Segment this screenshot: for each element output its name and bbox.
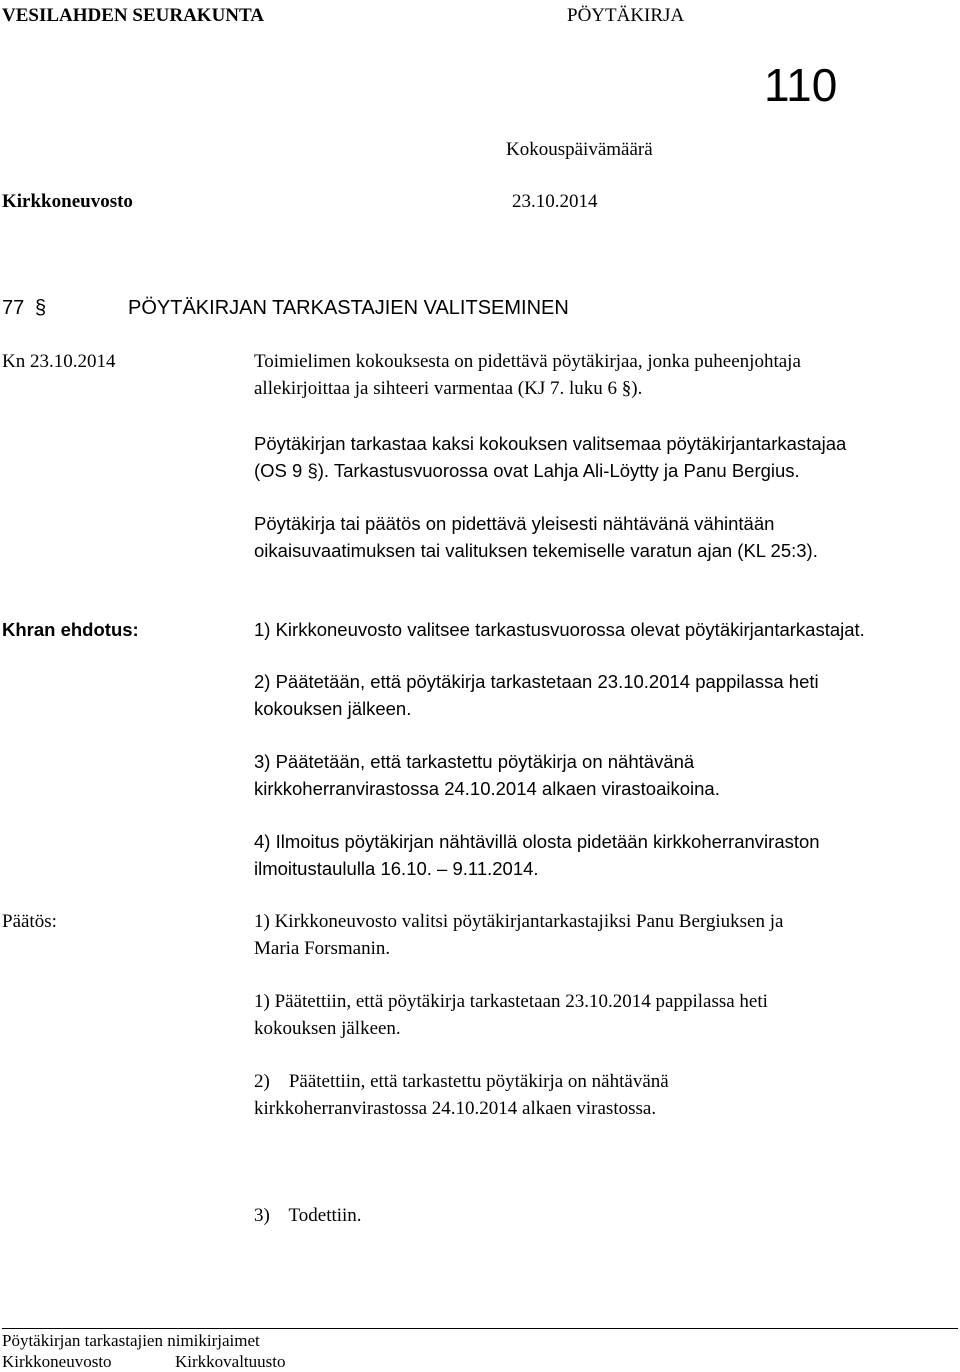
section-title: PÖYTÄKIRJAN TARKASTAJIEN VALITSEMINEN [128, 297, 569, 319]
decision-item-4 [254, 1148, 362, 1256]
decision-item-3-line-1: 2) Päätettiin, että tarkastettu pöytäkirja on nähtävänä [254, 1071, 669, 1092]
decision-item-3-line-2: kirkkoherranvirastossa 24.10.2014 alkaen virastossa. [254, 1098, 657, 1119]
decision-item-1-line-1: 1) Kirkkoneuvosto valitsi pöytäkirjantarkastajiksi Panu Bergiuksen ja [254, 911, 784, 932]
proposal-item-2-line-1: 2) Päätetään, että pöytäkirja tarkastetaan 23.10.2014 pappilassa heti [254, 671, 819, 692]
decision-item-3 [254, 1068, 669, 1122]
footer-divider [2, 1328, 958, 1329]
decision-item-2 [254, 988, 768, 1042]
section-paragraph-1-line-1: Toimielimen kokouksesta on pidettävä pöytäkirjaa, jonka puheenjohtaja [254, 351, 801, 372]
section-paragraph-2 [254, 430, 846, 484]
proposal-item-4-line-1: 4) Ilmoitus pöytäkirjan nähtävillä olosta pidetään kirkkoherranviraston [254, 831, 820, 852]
proposal-item-1-line-1: 1) Kirkkoneuvosto valitsee tarkastusvuorossa olevat pöytäkirjantarkastajat. [254, 619, 865, 640]
section-paragraph-3-line-2: oikaisuvaatimuksen tai valituksen tekemiselle varatun ajan (KL 25:3). [254, 540, 818, 561]
proposal-item-3-line-2: kirkkoherranvirastossa 24.10.2014 alkaen virastoaikoina. [254, 778, 720, 799]
decision-item-4-line-1: 3) Todettiin. [254, 1205, 362, 1226]
decision-item-1-line-2: Maria Forsmanin. [254, 938, 391, 959]
decision-label: Päätös: [2, 911, 57, 932]
signature-column-council: Kirkkoneuvosto [2, 1352, 112, 1371]
proposal-item-1 [254, 616, 865, 643]
proposal-item-4 [254, 828, 820, 882]
proposal-item-3 [254, 748, 720, 802]
decision-item-1 [254, 908, 783, 962]
meeting-date-label: Kokouspäivämäärä [506, 139, 653, 160]
section-paragraph-1-line-2: allekirjoittaa ja sihteeri varmentaa (KJ 7. luku 6 §). [254, 378, 643, 399]
signatures-label: Pöytäkirjan tarkastajien nimikirjaimet [2, 1331, 260, 1350]
decision-item-2-line-1: 1) Päätettiin, että pöytäkirja tarkastetaan 23.10.2014 pappilassa heti [254, 991, 768, 1012]
proposal-label: Khran ehdotus: [2, 619, 139, 640]
decision-item-2-line-2: kokouksen jälkeen. [254, 1018, 401, 1039]
proposal-item-2 [254, 668, 819, 722]
proposal-item-3-line-1: 3) Päätetään, että tarkastettu pöytäkirja on nähtävänä [254, 751, 695, 772]
section-paragraph-3 [254, 510, 818, 564]
proposal-item-2-line-2: kokouksen jälkeen. [254, 698, 412, 719]
signature-column-assembly: Kirkkovaltuusto [175, 1352, 286, 1371]
governing-body: Kirkkoneuvosto [2, 191, 133, 212]
section-paragraph-1 [254, 348, 801, 402]
section-paragraph-2-line-2: (OS 9 §). Tarkastusvuorossa ovat Lahja Ali-Löytty ja Panu Bergius. [254, 460, 800, 481]
organization-name: VESILAHDEN SEURAKUNTA [2, 5, 265, 26]
section-paragraph-2-line-1: Pöytäkirjan tarkastaa kaksi kokouksen valitsemaa pöytäkirjantarkastajaa [254, 433, 847, 454]
page-number: 110 [764, 59, 838, 111]
section-paragraph-3-line-1: Pöytäkirja tai päätös on pidettävä yleisesti nähtävänä vähintään [254, 513, 775, 534]
meeting-date: 23.10.2014 [512, 191, 598, 212]
section-number: 77 [2, 297, 25, 319]
document-type: PÖYTÄKIRJA [567, 5, 685, 26]
section-reference: Kn 23.10.2014 [2, 351, 116, 372]
proposal-item-4-line-2: ilmoitustaululla 16.10. – 9.11.2014. [254, 858, 539, 879]
paragraph-sign: § [35, 297, 47, 319]
